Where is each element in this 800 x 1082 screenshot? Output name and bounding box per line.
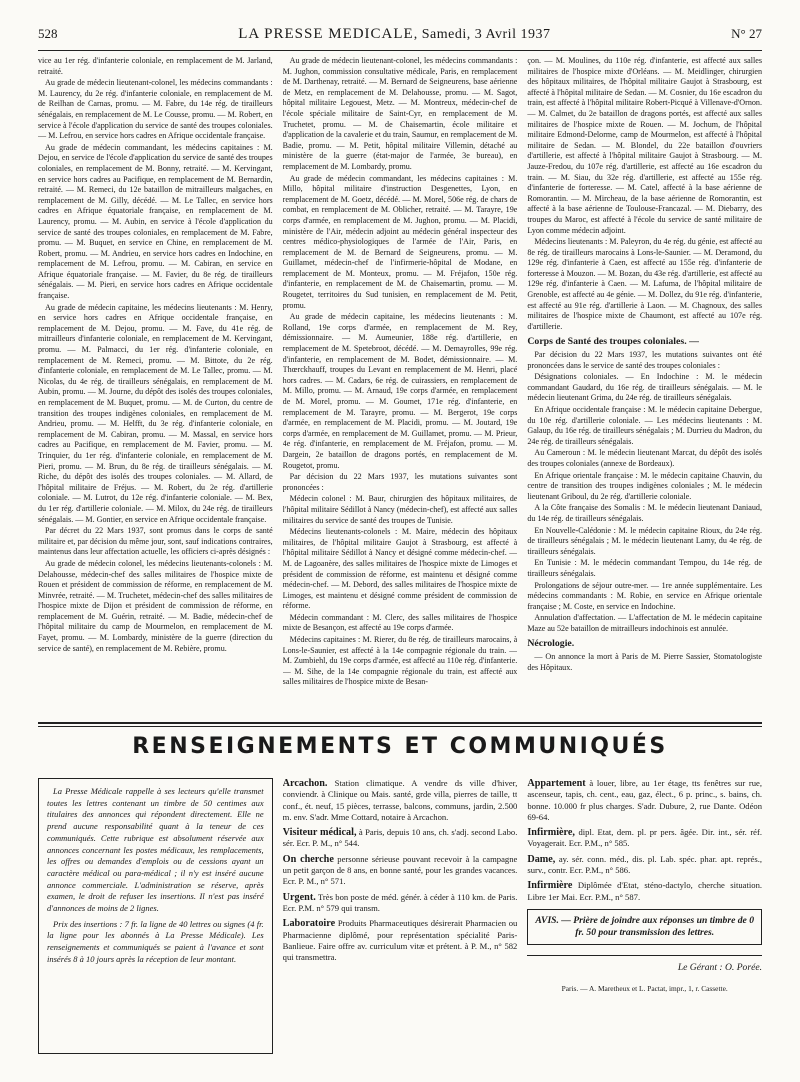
article-paragraph: Par décret du 22 Mars 1937, sont promus dans le corps de santé militaire et, par décision du même jour, sont, sauf indications contraires, maintenus dans leur affectation actuelle, les officiers ci-après désignés :: [38, 526, 273, 557]
article-column-3: [527, 56, 762, 716]
ad-title: Dame,: [527, 853, 556, 865]
article-paragraph: Au grade de médecin commandant, les médecins capitaines : M. Millo, hôpital militaire d'instruction Desgenettes, Lyon, en remplacement de M. Goetz, décédé. — M. Morel, 506e rég. de chars de combat, en remplacement de M. Oblicher, retraité. — M. Tarayre, 19e corps d'armée, en remplacement de M. Jughon, promu. — M. Placidi, ministère de l'Air, médecin adjoint au médecin général inspecteur des centres médico-physiologiques de l'armée de l'Air, Paris, en remplacement de M. de Bernard de Seigneurens, promu. — M. Guillamet, médecin-chef de l'infirmerie-hôpital de Modane, en remplacement de M. Monteux, promu. — M. Fréjafon, 150e rég. d'infanterie, en remplacement de M. de Chaisemartin, promu. — M. Rougetet, territoires du Sud tunisien, en remplacement de M. Petit, promu.: [282, 173, 518, 310]
article-paragraph: Au grade de médecin capitaine, les médecins lieutenants : M. Henry, en service hors cadres en Afrique occidentale française, en remplacement de M. Dejou, promu. — M. Fave, du 41e rég. de mitrailleurs d'infanterie coloniale, en remplacement de M. Kervingant, promu. — M. Palmacci, du 1er rég. d'infanterie coloniale, en remplacement de M. Remeci, promu. — M. Bittote, du 2e rég. d'infanterie coloniale, en remplacement de M. Le Tallec, promu. — M. Nicolas, du 4e rég. de tirailleurs sénégalais, en remplacement de M. Aubin, promu. — M. Journe, du dépôt des isolés des troupes coloniales, en remplacement de M. Buquet, promu. — M. de Curton, du centre de transition des troupes indigènes coloniales, en remplacement de M. Andrieu, promu. — M. Helfft, du 3e rég. d'infanterie coloniale, en remplacement de M. Cabiran, promu. — M. Massal, en service hors cadres au Pacifique, en remplacement de M. Favier, promu. — M. Trinquier, du 1er rég. d'infanterie coloniale, en remplacement de M. Pieri, promu. — M. Brun, du 8e rég. de tirailleurs sénégalais. — M. Riche, du dépôt des isolés des troupes coloniales. — M. Allard, de l'hôpital militaire de Fréjus. — M. Robert, du 2e rég. d'artillerie coloniale. — M. Lutrot, du 12e rég. d'infanterie coloniale. — M. Bex, du 1er rég. d'artillerie coloniale. — M. Milox, du 24e rég. de tirailleurs sénégalais. — M. Gontier, en service en Afrique occidentale française.: [38, 302, 273, 524]
article-paragraph: En Nouvelle-Calédonie : M. le médecin capitaine Rioux, du 24e rég. de tirailleurs sénégalais ; M. le médecin lieutenant Lamy, du 4e rég. de tirailleurs sénégalais.: [527, 525, 762, 556]
article-paragraph: Médecins capitaines : M. Rierer, du 8e rég. de tirailleurs marocains, à Lons-le-Saunier, est affecté à la 14e compagnie régionale du train. — M. Zumbiehl, du 19e corps d'armée, est affecté au 110e rég. d'infanterie. — M. Sihe, de la 14e compagnie régionale du train, est affecté aux salles militaires de l'hospice mixte de Besan-: [282, 635, 518, 687]
issue-number: N° 27: [731, 26, 762, 41]
ads-column-right: [527, 778, 762, 1068]
article-paragraph: vice au 1er rég. d'infanterie coloniale, en remplacement de M. Jarland, retraité.: [38, 56, 273, 76]
ad-text: ay. sér. conn. méd., dis. pl. Lab. spéc. phar. apt. représ., surv., contr. Ecr. P.M., n° 586.: [527, 853, 763, 876]
ad-text: Produits Pharmaceutiques désirerait Pharmacien ou Pharmacienne diplômé, pour représentation spécialité Paris-Banlieue. Faire offre av. curriculum vitæ et prétent. à P. M., n° 582 qui transmettra.: [282, 918, 518, 963]
ad-text: à Paris, depuis 10 ans, ch. s'adj. second Labo. sér. Ecr. P. M., n° 544.: [282, 827, 518, 849]
ads-column-middle: [283, 778, 518, 1068]
printer-line: Paris. — A. Maretheux et L. Pactat, impr., 1, r. Cassette.: [561, 984, 728, 994]
insertion-notice: [38, 778, 273, 1054]
page-header: [38, 26, 762, 51]
article-paragraph: çon. — M. Moulines, du 110e rég. d'infanterie, est affecté aux salles militaires de l'hospice mixte d'Orléans. — M. Meidlinger, chirurgien des hôpitaux militaires, de l'hôpital militaire Gaujot à Strasbourg, est affecté à l'hôpital militaire de Sedan. — M. Cosnier, du 16e escadron du train, est affecté à l'hôpital militaire Robert-Picqué à Villenave-d'Ornon. — M. Calmet, du 2e bataillon de dragons portés, est affecté aux salles militaires de l'hospice mixte de Rouen. — M. Jochum, de l'hôpital militaire Edmond-Delorme, camp de Mourmelon, est affecté à l'hôpital militaire de Sedan. — M. Blondel, du 22e bataillon d'ouvriers d'artillerie, est affecté à l'hôpital militaire Gaujot à Strasbourg. — M. Jauze-Fredou, du 107e rég. d'artillerie, est affecté au 16e escadron du train. — M. Siau, du 32e rég. d'artillerie, est affecté au 155e rég. d'infanterie de forteresse. — M. Catel, affecté à la base aérienne de Romorantin. — M. Mircheau, de la base aérienne de Romorantin, est affecté à la base aérienne de Toulouse-Francazal. — M. Diebarry, des troupes du Maroc, est affecté à l'école du service de santé militaire de Lyon comme médecin adjoint.: [527, 56, 762, 235]
article-paragraph: Par décision du 22 Mars 1937, les mutations suivantes sont prononcées :: [282, 472, 518, 492]
ad-title: Arcachon.: [282, 778, 328, 789]
issue-date: , Samedi, 3 Avril 1937: [413, 27, 551, 42]
ads-right-list: [527, 778, 762, 903]
ad-title: Infirmière: [527, 880, 573, 892]
classified-ad: [283, 778, 518, 823]
article-paragraph: En Afrique orientale française : M. le médecin capitaine Chauvin, du centre de transition des troupes indigènes coloniales ; M. le médecin lieutenant Griboul, du 2e rég. d'artillerie coloniale.: [527, 470, 762, 501]
article-paragraph: Médecin commandant : M. Clerc, des salles militaires de l'hospice mixte de Besançon, est affecté au 19e corps d'armée.: [282, 612, 518, 633]
article-paragraph: En Tunisie : M. le médecin commandant Tempou, du 14e rég. de tirailleurs sénégalais.: [527, 558, 762, 578]
classified-ad: [283, 827, 518, 850]
notice-paragraph-1: La Presse Médicale rappelle à ses lecteurs qu'elle transmet toutes les lettres contenant un timbre de 50 centimes aux titulaires des annonces qui répondent directement. Elle ne prend aucune responsabilité quant à la teneur de ces communiqués. Cette rubrique est absolument réservée aux annonces concernant les postes médicaux, les remplacements, les offres ou demandes d'emplois ou de cessions ayant un caractère médical ou para-médical ; il n'y est inséré aucune annonce commerciale. L'administration se réserve, après examen, le droit de refuser les insertions. Il n'est pas inséré d'annonces de moins de 2 lignes.: [47, 786, 264, 914]
section-rule-thin: [38, 726, 762, 727]
article-paragraph: Au grade de médecin lieutenant-colonel, les médecins commandants : M. Jughon, commission consultative médicale, Paris, en remplacement de M. Darthenay, retraité. — M. Bernard de Seigneurens, base aérienne de Metz, en remplacement de M. Delahousse, promu. — M. Sagot, hôpital militaire Legouest, Metz. — M. Montreux, médecin-chef de l'école spéciale militaire de Saint-Cyr, en remplacement de M. Truchetet, promu. — M. de Chaisemartin, école militaire et d'application de la cavalerie et du train, Saumur, en remplacement de M. Badie, promu. — M. Petit, hôpital militaire Villemin, détaché au ministère de la guerre (état-major de l'armée, 3e bureau), en remplacement de M. Lombardy, promu.: [282, 56, 518, 171]
article-paragraph: Annulation d'affectation. — L'affectation de M. le médecin capitaine Maze au 52e bataillon de mitrailleurs indochinois est annulée.: [527, 613, 762, 633]
article-paragraph: Au grade de médecin capitaine, les médecins lieutenants : M. Rolland, 19e corps d'armée, en remplacement de M. Rey, démissionnaire. — M. Aumeunier, 188e rég. d'artillerie, en remplacement de M. Spetebroot, décédé. — M. Demayrolles, 99e rég. d'infanterie, en remplacement de M. Bodet, démissionnaire. — M. Thœrckhauff, troupes du Levant en remplacement de M. Henri, placé hors cadres. — M. Cadars, 6e rég. de cuirassiers, en remplacement de M. Millo, promu. — M. Arnaud, 19e corps d'armée, en remplacement de M. Morel, promu. — M. Goumet, 171e rég. d'infanterie, en remplacement de M. Tarayre, promu. — M. Bergerot, 19e corps d'armée, en remplacement de M. Placidi, promu. — M. Joutard, 19e corps d'armée, en remplacement de M. Guillamet, promu. — M. Prieur, 4e rég. d'infanterie, en remplacement de M. Fréjafon, promu. — M. Dargein, 2e bataillon de dragons portés, en remplacement de M. Rougetot, promu.: [282, 312, 518, 470]
ad-title: Laboratoire: [282, 918, 336, 930]
ad-text: personne sérieuse pouvant recevoir à la campagne un petit garçon de 8 ans, en bonne santé, pour les grandes vacances. Ecr. P. M., n° 571.: [282, 853, 518, 887]
section-title: RENSEIGNEMENTS ET COMMUNIQUÉS: [132, 734, 668, 759]
ad-text: Diplômée d'Etat, sténo-dactylo, cherche situation. Libre 1er Mai. Ecr. P.M., n° 587.: [527, 880, 763, 902]
classified-ad: [527, 778, 762, 823]
article-paragraph: Au grade de médecin lieutenant-colonel, les médecins commandants : M. Laurency, du 2e rég. d'infanterie coloniale, en remplacement de M. de Reilhan de Carnas, promu. — M. Fabre, du 14e rég. de tirailleurs sénégalais, en remplacement de M. Le Cousse, promu. — M. Robert, en service à l'école d'application du service de santé des troupes coloniales. — M. Lefrou, en service hors cadres en Afrique occidentale française.: [38, 78, 273, 141]
article-paragraph: En Afrique occidentale française : M. le médecin capitaine Debergue, du 10e rég. d'artillerie coloniale. — Les médecins lieutenants : M. Galaup, du 16e rég. de tirailleurs sénégalais ; M. Durrieu du Madron, du 24e rég. de tirailleurs sénégalais.: [527, 405, 762, 446]
classified-ad: [527, 880, 762, 903]
article-column-2: [283, 56, 518, 716]
page-number: 528: [38, 26, 58, 41]
article-column-1: [38, 56, 273, 716]
article-paragraph: Au Cameroun : M. le médecin lieutenant Marcat, du dépôt des isolés des troupes coloniales (annexe de Bordeaux).: [527, 448, 762, 468]
classified-ad: [283, 918, 518, 963]
section-rule: [38, 722, 762, 724]
ad-title: Visiteur médical,: [282, 827, 357, 839]
gerant-line: Le Gérant : O. Porée.: [527, 955, 762, 973]
ad-title: Urgent.: [282, 891, 316, 903]
article-paragraph: Au grade de médecin colonel, les médecins lieutenants-colonels : M. Delahousse, médecin-chef des salles militaires de l'hospice mixte de Rouen et président de commission de réforme, en remplacement de M. Minvrée, retraité. — M. Truchetet, médecin-chef des salles militaires de l'hospice mixte de Dijon et président de commission de réforme, en remplacement de M. Guérin, retraité. — M. Badie, médecin-chef de l'hôpital militaire du camp de Mourmelon, en remplacement de M. Fayet, promu. — M. Lombardy, ministère de la guerre (direction du service de santé), en remplacement de M. Rebière, promu.: [38, 558, 273, 653]
article-paragraph: Prolongations de séjour outre-mer. — 1re année supplémentaire. Les médecins commandants : M. Robie, en service en Afrique orientale française ; M. Coste, en service en Indochine.: [527, 580, 762, 611]
ad-text: Station climatique. A vendre ds ville d'hiver, conviendr. à Clinique ou Mais. santé, grde villa, pierres de taille, tt conf., ét. neuf, 15 pièces, terrasse, balcons, communs, jardin, 2.500 m. env. S'adr. Mme Cottard, notaire à Arcachon.: [282, 778, 518, 822]
article-paragraph: Désignations coloniales. — En Indochine : M. le médecin commandant Gaudard, du 16e rég. de tirailleurs sénégalais. — M. le médecin lieutenant Grima, du 24e rég. de tirailleurs sénégalais.: [527, 372, 762, 403]
article-columns: [38, 56, 762, 716]
notice-paragraph-2: Prix des insertions : 7 fr. la ligne de 40 lettres ou signes (4 fr. la ligne pour les abonnés à La Presse Médicale). Les renseignements et communiqués se paient à l'avance et sont insérés 8 à 10 jours après la réception de leur montant.: [47, 918, 264, 964]
article-paragraph: Médecin colonel : M. Baur, chirurgien des hôpitaux militaires, de l'hôpital militaire Sédillot à Nancy (médecin-chef), est affecté aux salles militaires du service de santé des troupes de Tunisie.: [282, 494, 518, 525]
ad-title: Appartement: [527, 778, 586, 789]
classified-ad: [283, 892, 518, 915]
ad-text: dipl. Etat, dem. pl. pr pers. âgée. Dir. int., sér. réf. Voyagerait. Ecr. P.M., n° 585.: [527, 827, 763, 849]
article-heading: Corps de Santé des troupes coloniales. —: [527, 336, 699, 348]
running-title: [238, 26, 550, 43]
publication-name: LA PRESSE MEDICALE: [238, 26, 414, 42]
avis-notice: AVIS. — Prière de joindre aux réponses un timbre de 0 fr. 50 pour transmission des lettres.: [527, 909, 762, 945]
article-paragraph: Par décision du 22 Mars 1937, les mutations suivantes ont été prononcées dans le service de santé des troupes coloniales :: [527, 350, 762, 370]
classified-ad: [527, 827, 762, 850]
ad-title: Infirmière,: [527, 827, 575, 839]
ad-text: à louer, libre, au 1er étage, tts fenêtres sur rue, ascenseur, tapis, ch. cent., eau, gaz, élect., 6 p. princ., s. bains, ch. bonne. 10.000 fr plus charges. S'adr. Dubure, 2, rue Dante. Odéon 69-64.: [527, 778, 763, 822]
classified-ad: [283, 854, 518, 888]
article-paragraph: Médecins lieutenants : M. Paleyron, du 4e rég. du génie, est affecté au 8e rég. de tirailleurs marocains à Lons-le-Saunier. — M. Deramond, du 129e rég. d'infanterie à Caen, est affecté au 155e rég. d'infanterie de forteresse à Mouzon. — M. Bozan, du 43e rég. d'artillerie, est affecté au 129e rég. d'infanterie à Caen. — M. Lafuma, de l'hôpital militaire de Grenoble, est affecté au 4e génie. — M. Dollez, du 91e rég. d'infanterie, est affecté au 91e rég. d'artillerie à Laon. — M. Chagnoux, des salles militaires de l'hospice mixte de Chaumont, est affecté au 107e rég. d'artillerie.: [527, 237, 762, 331]
ad-title: On cherche: [282, 853, 334, 865]
ad-text: Très bon poste de méd. génér. à céder à 110 km. de Paris. Ecr. P.M. n° 579 qui transm.: [282, 891, 518, 913]
classified-ads: [38, 778, 762, 1068]
article-heading: Nécrologie.: [527, 638, 575, 650]
classified-ad: [527, 854, 762, 877]
article-paragraph: — On annonce la mort à Paris de M. Pierre Sassier, Stomatologiste des Hôpitaux.: [527, 652, 762, 672]
article-paragraph: A la Côte française des Somalis : M. le médecin lieutenant Daniaud, du 14e rég. de tirailleurs sénégalais.: [527, 503, 762, 523]
article-paragraph: Au grade de médecin commandant, les médecins capitaines : M. Dejou, en service de l'école d'application du service de santé des troupes coloniales, en remplacement de M. Bonny, retraité. — M. Kervingant, en service hors cadres au Pacifique, en remplacement de M. Bernardin, retraité. — M. Remeci, du 12e bataillon de mitrailleurs malgaches, en remplacement de M. Gilly, décédé. — M. Le Tallec, en service hors cadres en Afrique équatoriale française, en remplacement de M. Laurency, promu. — M. Aubin, en service à l'école d'application du service de santé des troupes coloniales, en remplacement de M. Fabre, promu. — M. Buquet, en service en Chine, en remplacement de M. Robert, promu. — M. Andrieu, en service hors cadres en Indochine, en remplacement de M. Lefrou, promu. — M. Cabiran, en service en Afrique équatoriale française. — M. Favier, du 8e rég. de tirailleurs sénégalais. — M. Pieri, en service hors cadres en Afrique occidentale française.: [38, 142, 273, 301]
ads-column-notice: [38, 778, 273, 1068]
article-paragraph: Médecins lieutenants-colonels : M. Maire, médecin des hôpitaux militaires, de l'hôpital militaire Gaujot à Strasbourg, est affecté à l'hôpital militaire Sédillot à Nancy et désigné comme médecin-chef. — M. de Lagoanère, des salles militaires de l'hospice mixte de Limoges et président de commission de réforme, est maintenu et désigné comme médecin-chef. — M. Debord, des salles militaires de l'hospice mixte de Limoges, est maintenu et désigné comme président de commission de réforme.: [282, 527, 518, 611]
